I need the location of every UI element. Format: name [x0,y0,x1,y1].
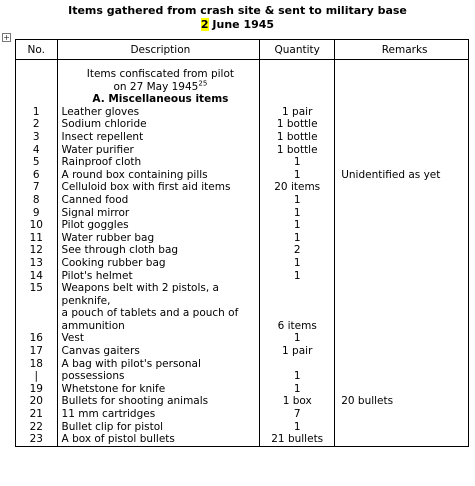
col-header-no: No. [16,40,58,60]
table-row [16,232,469,245]
item-number: | [16,370,58,383]
table-row [16,244,469,257]
item-quantity: 1 bottle [260,131,335,144]
item-description: Pilot's helmet [57,270,260,283]
table-row [16,383,469,396]
item-quantity: 1 [260,332,335,345]
confiscated-line1: Items confiscated from pilot [86,68,234,80]
item-remarks [335,408,469,421]
item-remarks [335,207,469,220]
item-description: Vest [57,332,260,345]
item-quantity: 1 box [260,395,335,408]
item-description: Whetstone for knife [57,383,260,396]
item-quantity: 6 items [260,320,335,333]
item-number: 9 [16,207,58,220]
item-remarks [335,118,469,131]
item-number: 13 [16,257,58,270]
items-table [15,39,469,447]
table-row [16,144,469,157]
item-number [16,320,58,333]
item-remarks [335,194,469,207]
item-description: Canvas gaiters [57,345,260,358]
item-remarks [335,257,469,270]
item-remarks [335,358,469,371]
item-remarks [335,383,469,396]
item-number: 5 [16,156,58,169]
item-description: Canned food [57,194,260,207]
item-description: Weapons belt with 2 pistols, a penknife, [57,282,260,307]
item-quantity: 1 pair [260,345,335,358]
confiscated-line2: on 27 May 1945$^{25}$ [113,79,208,93]
footnote-ref[interactable]: 25 [198,79,208,88]
item-quantity: 21 bullets [260,433,335,446]
item-remarks [335,345,469,358]
item-remarks [335,332,469,345]
item-quantity: 1 [260,232,335,245]
item-description: Water purifier [57,144,260,157]
item-quantity: 1 [260,370,335,383]
table-row [16,408,469,421]
item-remarks: 20 bullets [335,395,469,408]
item-description: Insect repellent [57,131,260,144]
col-header-remarks: Remarks [335,40,469,60]
table-row [16,345,469,358]
item-remarks [335,219,469,232]
item-description: ammunition [57,320,260,333]
item-description: See through cloth bag [57,244,260,257]
item-remarks [335,232,469,245]
item-description: Leather gloves [57,106,260,119]
item-remarks [335,370,469,383]
item-description: Bullets for shooting animals [57,395,260,408]
table-row [16,181,469,194]
item-description: A box of pistol bullets [57,433,260,446]
col-header-quantity: Quantity [260,40,335,60]
item-number: 10 [16,219,58,232]
item-quantity: 1 [260,207,335,220]
table-row [16,282,469,307]
item-remarks [335,307,469,320]
item-number: 23 [16,433,58,446]
table-row [16,169,469,182]
item-number: 15 [16,282,58,307]
table-row [16,194,469,207]
item-remarks [335,282,469,307]
item-description: A round box containing pills [57,169,260,182]
table-row [16,370,469,383]
item-quantity: 1 bottle [260,144,335,157]
document-title: Items gathered from crash site & sent to military base [68,4,407,17]
table-row [16,118,469,131]
item-number: 18 [16,358,58,371]
highlighted-day: 2 [200,18,209,31]
item-quantity: 1 [260,219,335,232]
confiscated-note [57,68,260,93]
item-number: 17 [16,345,58,358]
item-description: Rainproof cloth [57,156,260,169]
item-description: Pilot goggles [57,219,260,232]
item-number [16,307,58,320]
item-number: 21 [16,408,58,421]
table-row [16,270,469,283]
item-description: Bullet clip for pistol [57,421,260,434]
item-number: 1 [16,106,58,119]
item-quantity: 1 [260,257,335,270]
item-quantity: 1 pair [260,106,335,119]
item-description: Celluloid box with first aid items [57,181,260,194]
table-row [16,395,469,408]
item-description: a pouch of tablets and a pouch of [57,307,260,320]
item-remarks [335,421,469,434]
item-description: Water rubber bag [57,232,260,245]
item-number: 12 [16,244,58,257]
item-number: 11 [16,232,58,245]
item-number: 14 [16,270,58,283]
table-row [16,106,469,119]
table-row [16,131,469,144]
item-quantity: 2 [260,244,335,257]
item-remarks [335,433,469,446]
item-remarks [335,156,469,169]
item-quantity: 20 items [260,181,335,194]
item-description: Cooking rubber bag [57,257,260,270]
item-quantity: 7 [260,408,335,421]
table-row [16,320,469,333]
item-quantity: 1 [260,270,335,283]
item-number: 3 [16,131,58,144]
item-remarks: Unidentified as yet [335,169,469,182]
item-remarks [335,320,469,333]
item-description: Signal mirror [57,207,260,220]
item-quantity: 1 [260,421,335,434]
item-quantity [260,282,335,307]
table-row [16,219,469,232]
item-quantity [260,307,335,320]
item-number: 19 [16,383,58,396]
item-quantity: 1 [260,383,335,396]
item-number: 7 [16,181,58,194]
item-remarks [335,144,469,157]
table-row [16,421,469,434]
item-quantity: 1 [260,194,335,207]
item-number: 2 [16,118,58,131]
item-number: 22 [16,421,58,434]
item-description: Sodium chloride [57,118,260,131]
table-row [16,207,469,220]
table-row [16,257,469,270]
table-header-row [16,40,469,60]
item-number: 6 [16,169,58,182]
item-number: 4 [16,144,58,157]
table-move-handle-icon[interactable]: + [3,33,10,42]
section-heading: A. Miscellaneous items [57,93,260,106]
item-remarks [335,244,469,257]
item-description: A bag with pilot's personal [57,358,260,371]
table-row [16,332,469,345]
item-quantity: 1 bottle [260,118,335,131]
item-remarks [335,181,469,194]
item-number: 20 [16,395,58,408]
item-number: 16 [16,332,58,345]
item-description: 11 mm cartridges [57,408,260,421]
item-remarks [335,270,469,283]
document-date [0,18,475,32]
table-row [16,156,469,169]
date-rest: June 1945 [208,18,275,31]
table-row [16,433,469,446]
item-quantity [260,358,335,371]
item-number: 8 [16,194,58,207]
item-quantity: 1 [260,156,335,169]
item-description: possessions [57,370,260,383]
item-quantity: 1 [260,169,335,182]
table-row [16,307,469,320]
col-header-description: Description [57,40,260,60]
table-row [16,358,469,371]
item-remarks [335,106,469,119]
item-remarks [335,131,469,144]
